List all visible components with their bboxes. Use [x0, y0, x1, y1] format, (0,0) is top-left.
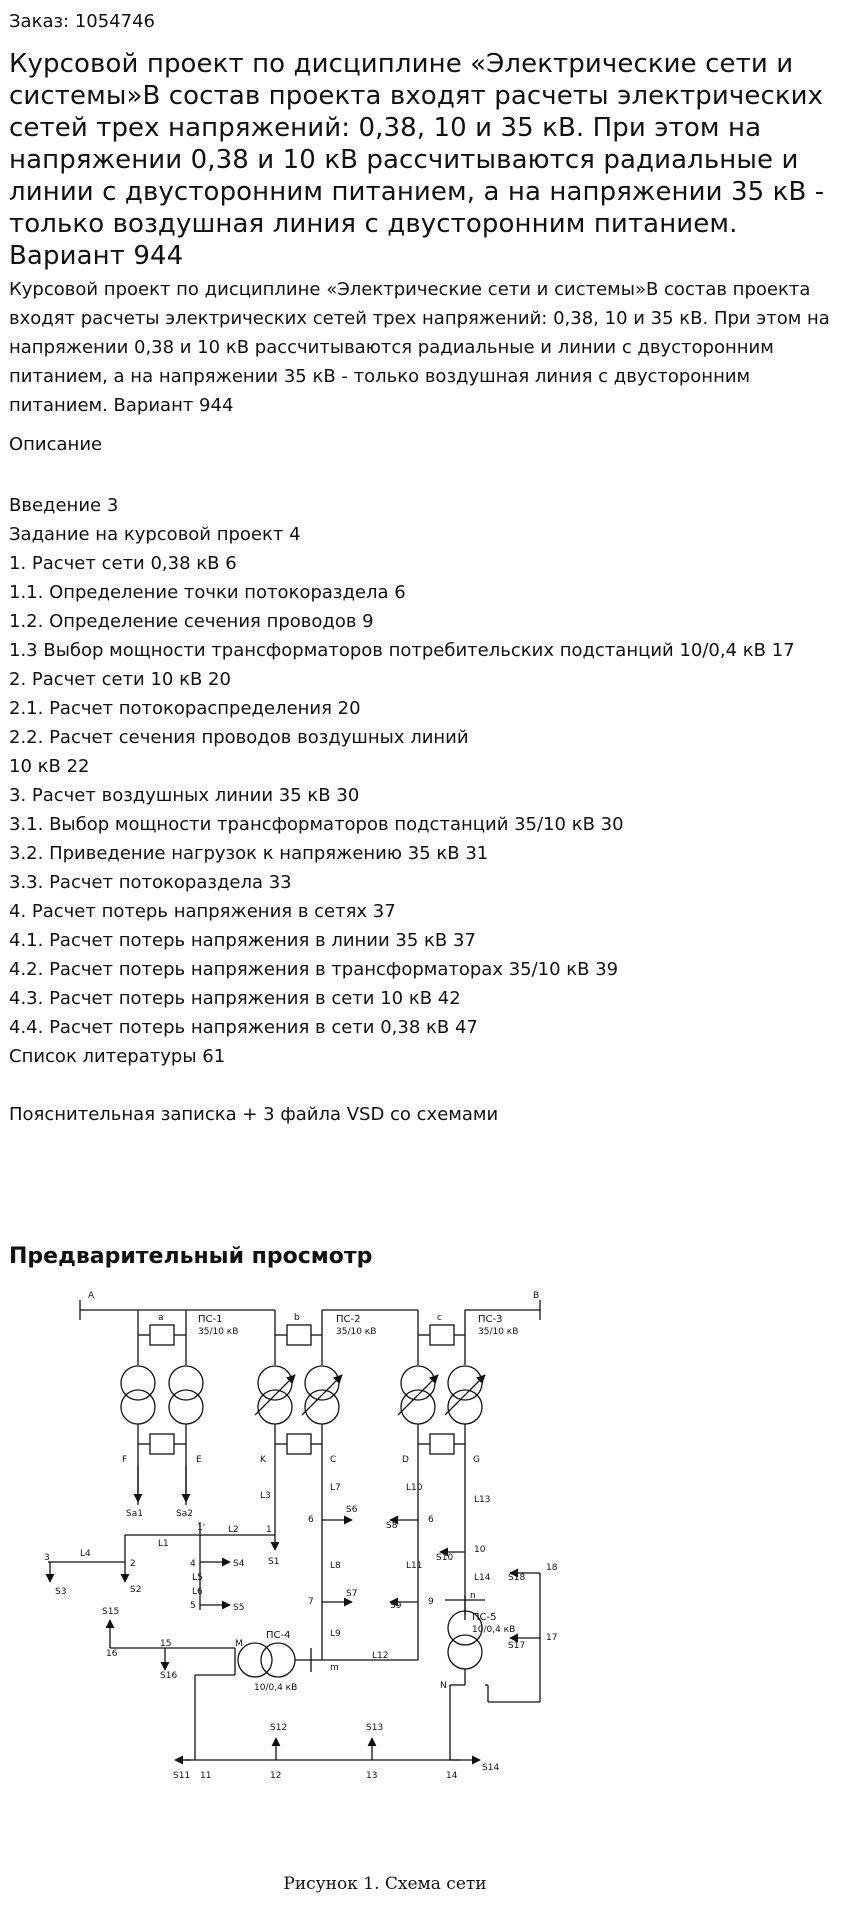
voltage-label: 35/10 кВ	[336, 1327, 377, 1337]
figure-caption: Рисунок 1. Схема сети	[283, 1874, 487, 1894]
voltage-label: 10/0,4 кВ	[254, 1683, 298, 1693]
diagram-label-L7: L7	[330, 1483, 341, 1493]
diagram-label-n12: 12	[270, 1771, 282, 1781]
diagram-label-S15: S15	[102, 1607, 120, 1617]
diagram-label-L3: L3	[260, 1491, 271, 1501]
order-number: Заказ: 1054746	[9, 11, 155, 32]
diagram-label-S3: S3	[55, 1587, 67, 1597]
diagram-label-L14: L14	[474, 1573, 491, 1583]
diagram-label-n1: 1	[266, 1525, 272, 1535]
toc-item: 1.3 Выбор мощности трансформаторов потребительских подстанций 10/0,4 кВ 17	[9, 640, 795, 661]
diagram-label-m: m	[330, 1663, 339, 1673]
table-of-contents	[9, 491, 838, 1071]
diagram-label-ps4: ПС-4	[266, 1630, 291, 1641]
toc-item: 2. Расчет сети 10 кВ 20	[9, 669, 231, 690]
diagram-label-L6: L6	[192, 1587, 203, 1597]
toc-item: 4.4. Расчет потерь напряжения в сети 0,38 кВ 47	[9, 1017, 478, 1038]
network-diagram-figure	[40, 1290, 680, 1894]
toc-item: Задание на курсовой проект 4	[9, 524, 301, 545]
diagram-label-n17: 17	[546, 1633, 558, 1643]
diagram-label-Sa2: Sa2	[176, 1509, 193, 1519]
diagram-label-n11: 11	[200, 1771, 212, 1781]
diagram-label-F: F	[122, 1455, 128, 1465]
diagram-label-n7: 7	[308, 1597, 314, 1607]
diagram-label-N: N	[440, 1681, 447, 1691]
diagram-label-S4: S4	[233, 1559, 245, 1569]
toc-item: 4.3. Расчет потерь напряжения в сети 10 кВ 42	[9, 988, 461, 1009]
diagram-label-L2: L2	[228, 1525, 239, 1535]
diagram-label-D: D	[402, 1455, 409, 1465]
toc-item: 3.3. Расчет потокораздела 33	[9, 872, 292, 893]
diagram-label-n: n	[470, 1591, 476, 1601]
diagram-labels	[44, 1291, 558, 1781]
diagram-label-n16: 16	[106, 1649, 118, 1659]
diagram-label-L12: L12	[372, 1651, 389, 1661]
diagram-label-L4: L4	[80, 1549, 91, 1559]
diagram-label-L5: L5	[192, 1573, 203, 1583]
voltage-label: 35/10 кВ	[478, 1327, 519, 1337]
diagram-label-a: a	[158, 1313, 164, 1323]
diagram-label-Sa1: Sa1	[126, 1509, 143, 1519]
diagram-label-S1: S1	[268, 1557, 280, 1567]
lead-paragraph: Курсовой проект по дисциплине «Электрические сети и системы»В состав проекта входят расчеты электрических сетей трех напряжений: 0,38, 10 и 35 кВ. При этом на напряжении 0,38 и 10 кВ рассчитываются радиальные и линии с двусторонним питанием, а на напряжении 35 кВ - только воздушная линия с двусторонним питанием. Вариант 944	[9, 279, 830, 416]
diagram-label-n2: 2	[130, 1559, 136, 1569]
diagram-label-S17: S17	[508, 1641, 526, 1651]
diagram-label-S13: S13	[366, 1723, 384, 1733]
network-038kv	[48, 1515, 465, 1610]
preview-heading: Предварительный просмотр	[9, 1244, 373, 1269]
diagram-label-n18: 18	[546, 1563, 558, 1573]
toc-item: 1.2. Определение сечения проводов 9	[9, 611, 374, 632]
diagram-label-n1p: 1'	[197, 1523, 206, 1533]
attachment-note: Пояснительная записка + 3 файла VSD со схемами	[9, 1104, 499, 1125]
toc-item: 1. Расчет сети 0,38 кВ 6	[9, 553, 237, 574]
substation-ps1	[121, 1310, 203, 1505]
substation-ps2	[255, 1310, 342, 1660]
toc-item: 10 кВ 22	[9, 756, 90, 777]
diagram-label-L11: L11	[406, 1561, 423, 1571]
toc-item: 2.2. Расчет сечения проводов воздушных линий	[9, 727, 469, 748]
diagram-label-S12: S12	[270, 1723, 288, 1733]
toc-item: 3. Расчет воздушных линии 35 кВ 30	[9, 785, 360, 806]
diagram-label-K: K	[260, 1455, 266, 1465]
diagram-label-S2: S2	[130, 1585, 142, 1595]
diagram-label-S7: S7	[346, 1589, 358, 1599]
diagram-label-M: M	[235, 1639, 243, 1649]
diagram-label-L13: L13	[474, 1495, 491, 1505]
diagram-label-n10: 10	[474, 1545, 486, 1555]
description-label: Описание	[9, 434, 103, 455]
diagram-label-ps3: ПС-3	[478, 1314, 503, 1325]
toc-item: 4. Расчет потерь напряжения в сетях 37	[9, 901, 396, 922]
diagram-label-n9: 9	[428, 1597, 434, 1607]
bus-35kv	[80, 1300, 540, 1320]
diagram-label-n6a: 6	[308, 1515, 314, 1525]
toc-item: 2.1. Расчет потокораспределения 20	[9, 698, 361, 719]
diagram-label-B: B	[533, 1291, 540, 1301]
diagram-label-n15: 15	[160, 1639, 172, 1649]
network-diagram	[40, 1290, 730, 1870]
diagram-label-S8: S8	[386, 1521, 398, 1531]
diagram-label-S9: S9	[390, 1601, 402, 1611]
diagram-label-L8: L8	[330, 1561, 341, 1571]
toc-item: 1.1. Определение точки потокораздела 6	[9, 582, 406, 603]
diagram-label-b: b	[294, 1313, 300, 1323]
diagram-label-C: C	[330, 1455, 337, 1465]
page-title: Курсовой проект по дисциплине «Электрические сети и системы»В состав проекта входят расчеты электрических сетей трех напряжений: 0,38, 10 и 35 кВ. При этом на напряжении 0,38 и 10 кВ рассчитываются радиальные и линии с двусторонним питанием, а на напряжении 35 кВ - только воздушная линия с двусторонним питанием. Вариант 944	[9, 49, 825, 271]
toc-item: Список литературы 61	[9, 1046, 226, 1067]
diagram-label-n4: 4	[190, 1559, 196, 1569]
diagram-label-S6: S6	[346, 1505, 358, 1515]
diagram-label-S11: S11	[173, 1771, 191, 1781]
diagram-label-c: c	[437, 1313, 442, 1323]
toc-item: 3.2. Приведение нагрузок к напряжению 35 кВ 31	[9, 843, 489, 864]
toc-item: 4.2. Расчет потерь напряжения в трансформаторах 35/10 кВ 39	[9, 959, 619, 980]
diagram-label-L9: L9	[330, 1629, 341, 1639]
substation-ps3	[398, 1310, 485, 1630]
diagram-label-E: E	[196, 1455, 202, 1465]
diagram-label-S14: S14	[482, 1763, 500, 1773]
voltage-label: 10/0,4 кВ	[472, 1625, 516, 1635]
substation-ps5	[445, 1573, 540, 1760]
diagram-label-S5: S5	[233, 1603, 245, 1613]
diagram-label-n5: 5	[190, 1601, 196, 1611]
diagram-label-S10: S10	[436, 1553, 454, 1563]
diagram-label-n13: 13	[366, 1771, 378, 1781]
diagram-label-L10: L10	[406, 1483, 423, 1493]
diagram-label-A: A	[88, 1291, 95, 1301]
voltage-label: 35/10 кВ	[198, 1327, 239, 1337]
diagram-label-n3: 3	[44, 1553, 50, 1563]
diagram-label-ps5: ПС-5	[472, 1612, 497, 1623]
diagram-label-S16: S16	[160, 1671, 178, 1681]
diagram-label-n6b: 6	[428, 1515, 434, 1525]
diagram-label-n14: 14	[446, 1771, 458, 1781]
diagram-label-S18: S18	[508, 1573, 526, 1583]
toc-item: Введение 3	[9, 495, 119, 516]
diagram-label-ps2: ПС-2	[336, 1314, 361, 1325]
diagram-label-ps1: ПС-1	[198, 1314, 223, 1325]
diagram-label-G: G	[473, 1455, 480, 1465]
toc-item: 3.1. Выбор мощности трансформаторов подстанций 35/10 кВ 30	[9, 814, 624, 835]
diagram-label-L1: L1	[158, 1539, 169, 1549]
toc-item: 4.1. Расчет потерь напряжения в линии 35 кВ 37	[9, 930, 476, 951]
